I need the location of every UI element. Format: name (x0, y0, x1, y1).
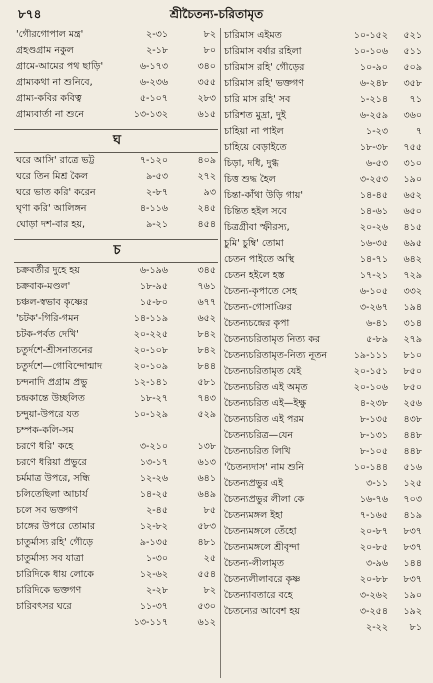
entry-text: চারিদিকে ধায় লোকে (16, 569, 94, 580)
entry-page: ৪৫৪ (197, 219, 216, 230)
page-header (0, 0, 433, 26)
entry-text: চৈতন্যচরিত এই অমৃত (224, 382, 308, 393)
entry-reference: ৫-১০৭ (139, 93, 168, 104)
entry-text: চাহিয়া না পাইল (224, 126, 284, 137)
entry-text: গ্রাম্যবার্তা না শুনে (16, 109, 84, 120)
entry-page: ২৪৫ (197, 203, 216, 214)
entry-text: চৈতন্যচন্দ্রের কৃপা (224, 318, 290, 329)
entry-page: ৮৪২ (197, 345, 216, 356)
entry-reference: ২০-৮৮ (359, 574, 388, 585)
entry-page: ৩১০ (403, 158, 422, 169)
index-entry (14, 311, 220, 327)
index-entry (222, 124, 426, 140)
entry-page: ২৫ (203, 553, 216, 564)
column-divider (220, 28, 221, 678)
entry-page: ২৮৩ (197, 93, 216, 104)
entry-reference: ৪-২৩৮ (359, 398, 388, 409)
entry-reference: ৬-১৭৩ (139, 61, 168, 72)
entry-reference: ১-২৩ (366, 126, 388, 137)
entry-page: ৪১৫ (403, 222, 422, 233)
entry-text: চৈতন্যচরিত এই—ইক্ষু (224, 398, 307, 409)
index-entry (222, 460, 426, 476)
entry-reference: ১৭-২১ (359, 270, 388, 281)
entry-reference: ৩-২১০ (139, 441, 168, 452)
index-entry (222, 156, 426, 172)
entry-text: চৈতন্যচরিতামৃত যেই (224, 366, 302, 377)
entry-page: ৮১ (409, 622, 422, 633)
entry-reference: ১-২১৪ (359, 94, 388, 105)
index-entry (222, 172, 426, 188)
entry-page: ৩৫৫ (197, 77, 216, 88)
entry-text: চারিমাস রহি' গৌড়ের (224, 62, 305, 73)
index-entry (14, 567, 220, 583)
entry-reference: ৮-১৩১ (359, 430, 388, 441)
entry-page: ৬৫২ (197, 313, 216, 324)
entry-page: ৩১৪ (403, 318, 422, 329)
index-entry (222, 556, 426, 572)
index-entry (222, 92, 426, 108)
entry-page: ১৯০ (403, 174, 422, 185)
entry-page: ৮৫০ (403, 382, 422, 393)
right-column (222, 27, 426, 636)
entry-reference: ১৬-৩৫ (359, 238, 388, 249)
entry-page: ১৯৪ (403, 302, 422, 313)
entry-reference: ১০-১৪৪ (353, 462, 388, 473)
entry-reference: ২০-১৫১ (353, 366, 388, 377)
index-entry (14, 439, 220, 455)
entry-text: ঘরে ভাত করি' করেন (16, 187, 96, 198)
entry-page: ৩৫৮ (403, 78, 422, 89)
entry-text: চৈতন্যচরিতামৃত নিত্য কর (224, 334, 321, 345)
left-column (14, 27, 220, 631)
entry-page: ৬১৫ (197, 109, 216, 120)
index-entry (222, 348, 426, 364)
entry-page: ৬১২ (197, 617, 216, 628)
index-entry (222, 588, 426, 604)
entry-text: চরণে ধরিয়া প্রভুরে (16, 457, 87, 468)
entry-reference: ৬-২৩৬ (139, 77, 168, 88)
index-entry (14, 359, 220, 375)
entry-text: চেতন পাইতে অস্থি (224, 254, 295, 265)
entry-page: ৩৬০ (403, 110, 422, 121)
index-entry (222, 508, 426, 524)
index-entry (14, 391, 220, 407)
entry-reference: ১২-১৪১ (133, 377, 168, 388)
index-entry (14, 551, 220, 567)
entry-text: 'চৈতন্যদাস' নাম শুনি (224, 462, 305, 473)
entry-reference: ৩-২৬৭ (359, 302, 388, 313)
entry-reference: ২০-১০৯ (133, 361, 168, 372)
entry-text: চারিমাস বর্ষার রহিলা (224, 46, 302, 57)
index-entry (14, 407, 220, 423)
entry-text: চৈতন্যপ্রভুর লীলা কে (224, 494, 305, 505)
entry-reference: ১২-২৬ (139, 473, 168, 484)
index-entry (222, 380, 426, 396)
index-entry (222, 604, 426, 620)
index-entry (222, 60, 426, 76)
entry-reference: ১০-১৫২ (353, 30, 388, 41)
entry-text: গ্রাম্যকথা না শুনিবে, (16, 77, 93, 88)
entry-text: চৈতন্য-লীলামৃত (224, 558, 284, 569)
entry-page: ৮১০ (403, 350, 422, 361)
entry-page: ১৩৮ (197, 441, 216, 452)
entry-text: চৈতন্যমঙ্গলে শ্রীবৃন্দা (224, 542, 300, 553)
entry-text: চক্রবর্তীর দুহে হয় (16, 265, 80, 276)
index-entry (222, 492, 426, 508)
index-entry (14, 583, 220, 599)
entry-text: ঘৃণা করি' আলিঙ্গন (16, 203, 87, 214)
index-entry (222, 28, 426, 44)
index-entry (222, 476, 426, 492)
entry-page: ৮৩৭ (403, 574, 422, 585)
index-entry (14, 59, 220, 75)
entry-reference: ৬-৪১ (366, 318, 388, 329)
entry-text: চৈতন্য-কৃপাতে সেহ (224, 286, 297, 297)
entry-text: গ্রাম্য-কবির কবিত্ব (16, 93, 82, 104)
index-entry (222, 444, 426, 460)
entry-page: ৪৮১ (197, 537, 216, 548)
entry-page: ৫৫৪ (197, 569, 216, 580)
index-entry (14, 217, 220, 233)
entry-reference: ৩-২৬২ (359, 590, 388, 601)
entry-reference: ৮-১৩৫ (359, 414, 388, 425)
entry-page: ৪৪৮ (403, 430, 422, 441)
entry-reference: ১০-১০৬ (353, 46, 388, 57)
entry-page: ৪০৯ (197, 155, 216, 166)
entry-text: চৈতন্যের আবেশ হয় (224, 606, 300, 617)
entry-reference: ৩-৯৬ (366, 558, 388, 569)
entry-text: চাতুর্মাস্য রহি' গৌড়ে (16, 537, 94, 548)
entry-page: ৮৪৪ (197, 361, 216, 372)
entry-text: চঞ্চল-স্বভাব কৃষ্ণের (16, 297, 88, 308)
entry-text: চম্পক-কলি-সম (16, 425, 74, 436)
entry-text: চতুর্দশে—গোবিন্দোন্মাদ (16, 361, 103, 372)
entry-reference: ৯-৫৩ (146, 171, 168, 182)
index-entry (222, 44, 426, 60)
entry-page: ৬৪২ (403, 254, 422, 265)
entry-text: চটক-পর্বত দেখি' (16, 329, 79, 340)
entry-page: ৩৩২ (403, 286, 422, 297)
index-entry (222, 524, 426, 540)
index-block-ca (14, 263, 220, 631)
entry-reference: ৯-১৩৫ (139, 537, 168, 548)
entry-text: 'চটক'-গিরি-গমন (16, 313, 80, 324)
entry-page: ৮৩৭ (403, 526, 422, 537)
entry-reference: ২-৮৭ (146, 187, 168, 198)
index-block-gha (14, 153, 220, 233)
index-entry (14, 327, 220, 343)
entry-page: ৮০ (203, 45, 216, 56)
entry-reference: ১৮-৩৮ (359, 142, 388, 153)
entry-text: চারিমাস রহি' ভক্তগণ (224, 78, 304, 89)
entry-text: চাঙ্গের উপরে তোমার (16, 521, 96, 532)
index-entry (14, 201, 220, 217)
entry-text: চারি মাস রহি' সব (224, 94, 291, 105)
entry-reference: ১৩-১৩২ (133, 109, 168, 120)
entry-text: চুমি' চুম্বি' তোমা (224, 238, 284, 249)
entry-reference: ৬-১০৫ (359, 286, 388, 297)
entry-page: ২৭২ (197, 171, 216, 182)
index-entry (14, 279, 220, 295)
index-entry (14, 75, 220, 91)
entry-page: ৪৩৮ (403, 414, 422, 425)
entry-text: ঘরে আসি' রাত্রে ভট্ট (16, 155, 95, 166)
entry-reference: ১৪-২৫ (139, 489, 168, 500)
entry-text: চারিমাস এইমত (224, 30, 282, 41)
entry-page: ৭২৯ (403, 270, 422, 281)
entry-page: ৬৫২ (403, 190, 422, 201)
index-entry (14, 107, 220, 123)
entry-page: ৮৫০ (403, 366, 422, 377)
entry-reference: ১২-৬২ (139, 569, 168, 580)
entry-reference: ৯-২১ (146, 219, 168, 230)
entry-page: ৮৪২ (197, 329, 216, 340)
entry-text: চিড়া, দধি, দুগ্ধ (224, 158, 279, 169)
entry-reference: ২০-৮৭ (359, 526, 388, 537)
index-entry (222, 252, 426, 268)
entry-reference: ১২-৮২ (139, 521, 168, 532)
entry-page: ৬৫০ (403, 206, 422, 217)
entry-reference: ২০-২২৫ (133, 329, 168, 340)
entry-text: চাহিয়ে বেড়াইতে (224, 142, 287, 153)
entry-text: চৈতন্য-গোসাঞির (224, 302, 292, 313)
entry-page: ৫৩০ (197, 601, 216, 612)
entry-page: ৬১৩ (197, 457, 216, 468)
entry-page: ২৭৯ (403, 334, 422, 345)
entry-text: চলিতেছিলা আচার্য (16, 489, 88, 500)
entry-text: চৈতন্যচরিতামৃত-নিত্য নূতন (224, 350, 328, 361)
entry-text: চন্দ্রকান্তে উচ্ছলিত (16, 393, 85, 404)
entry-page: ৫২৯ (197, 409, 216, 420)
section-heading-gha: ঘ (112, 133, 122, 148)
entry-text: চরণে ধরি' কহে (16, 441, 74, 452)
entry-text: চৈতন্যাবতারে বহে (224, 590, 293, 601)
entry-page: ৫১১ (403, 46, 422, 57)
index-entry (222, 300, 426, 316)
index-entry (222, 284, 426, 300)
entry-reference: ২০-১০৮ (133, 345, 168, 356)
entry-reference: ৬-৫৩ (366, 158, 388, 169)
entry-text: চারিদিকে ভক্তগণ (16, 585, 82, 596)
entry-reference: ১৬-৭৬ (359, 494, 388, 505)
entry-reference: ১০-১২৯ (133, 409, 168, 420)
entry-text: চাতুর্মাস্য সব যাত্রা (16, 553, 84, 564)
entry-reference: ২০-১০৬ (353, 382, 388, 393)
entry-page: ৮৫ (203, 505, 216, 516)
entry-text: চিত্ত শুদ্ধ হৈল (224, 174, 276, 185)
entry-page: ৫২১ (403, 30, 422, 41)
entry-page: ১৯০ (403, 590, 422, 601)
entry-page: ২৫৬ (403, 398, 422, 409)
index-entry (14, 27, 220, 43)
section-heading-ca: চ (113, 243, 121, 258)
entry-page: ৬৪১ (197, 473, 216, 484)
entry-reference: ২-৩১ (146, 29, 168, 40)
index-entry (14, 455, 220, 471)
index-entry (14, 153, 220, 169)
index-entry (14, 91, 220, 107)
entry-reference: ৩-২৫৪ (359, 606, 388, 617)
entry-page: ৭৫৫ (403, 142, 422, 153)
entry-page: ৫৮৩ (197, 521, 216, 532)
entry-page: ৪৪৮ (403, 446, 422, 457)
entry-reference: ১১-৩৭ (139, 601, 168, 612)
entry-reference: ৮-১০৫ (359, 446, 388, 457)
entry-reference: ১৪-১১৯ (133, 313, 168, 324)
index-entry (14, 615, 220, 631)
index-entry (14, 519, 220, 535)
entry-reference: ৪-১১৬ (139, 203, 168, 214)
entry-page: ৯৩ (203, 187, 216, 198)
entry-text: 'গৌরগোপাল মন্ত্র' (16, 29, 84, 40)
entry-reference: ২০-৮৫ (359, 542, 388, 553)
entry-text: চন্দুয়া-উপরে যত (16, 409, 80, 420)
entry-reference: ১৯-১১১ (353, 350, 388, 361)
entry-text: চৈতন্যচরিত লিখি (224, 446, 291, 457)
entry-page: ৫০৯ (403, 62, 422, 73)
entry-text: চারিশত মুদ্রা, দুই (224, 110, 286, 121)
index-entry (14, 43, 220, 59)
index-entry (222, 316, 426, 332)
entry-page: ৭ (415, 126, 422, 137)
entry-reference: ৩-২৫৩ (359, 174, 388, 185)
entry-text: চেতন হইলে হস্ত (224, 270, 285, 281)
entry-page: ৭৬১ (197, 281, 216, 292)
entry-reference: ১৮-২৭ (139, 393, 168, 404)
entry-text: চিত্রগ্রীবা স্ফীরস্য, (224, 222, 290, 233)
index-entry (222, 428, 426, 444)
index-entry (14, 535, 220, 551)
entry-page: ৮২ (203, 29, 216, 40)
entry-page: ১৪৪ (403, 558, 422, 569)
entry-page: ৩৪০ (197, 61, 216, 72)
index-entry (14, 471, 220, 487)
index-entry (222, 220, 426, 236)
entry-text: চৈতন্যমঙ্গল ইহা (224, 510, 283, 521)
index-entry (222, 364, 426, 380)
entry-text: চলে সব ভক্তগণ (16, 505, 78, 516)
index-entry (222, 268, 426, 284)
entry-text: চৈতন্যচরিত্র—যেন (224, 430, 294, 441)
index-entry (222, 620, 426, 636)
index-entry (222, 396, 426, 412)
entry-page: ৫১৬ (403, 462, 422, 473)
entry-text: গ্রামে-আমের পথ ছাড়ি' (16, 61, 104, 72)
entry-reference: ৬-১৯৬ (139, 265, 168, 276)
entry-page: ৬৭৭ (197, 297, 216, 308)
entry-reference: ১০-৯০ (359, 62, 388, 73)
entry-page: ৩৪৫ (197, 265, 216, 276)
entry-reference: ৭-১৬৫ (359, 510, 388, 521)
index-entry (222, 204, 426, 220)
index-entry (222, 140, 426, 156)
entry-reference: ১৪-৬১ (359, 206, 388, 217)
page-number: ৮৭৪ (18, 7, 42, 21)
index-entry (14, 263, 220, 279)
index-entry (14, 375, 220, 391)
entry-reference: ৭-১২০ (139, 155, 168, 166)
index-entry (14, 423, 220, 439)
index-entry (222, 188, 426, 204)
entry-page: ৭০৩ (403, 494, 422, 505)
index-entry (222, 572, 426, 588)
entry-text: গ্রহণ্ডগ্রাম নকুল (16, 45, 74, 56)
index-entry (222, 540, 426, 556)
entry-text: চর্মমাত্র উপরে, সন্ধি (16, 473, 90, 484)
entry-text: চৈতন্যমঙ্গলে তেঁহো (224, 526, 297, 537)
entry-text: ঘোড়া দশ-বার হয়, (16, 219, 85, 230)
index-block-right (222, 28, 426, 636)
index-entry (222, 332, 426, 348)
entry-text: চন্দনাদি প্রগ্রাম প্রভু (16, 377, 88, 388)
entry-reference: ১৪-৭১ (359, 254, 388, 265)
entry-page: ৭৪৩ (197, 393, 216, 404)
entry-reference: ১-৩০ (146, 553, 168, 564)
entry-page: ৫৮১ (197, 377, 216, 388)
entry-reference: ১৮-৯৫ (139, 281, 168, 292)
entry-reference: ৬-২৫৯ (359, 110, 388, 121)
entry-page: ৬৯৫ (403, 238, 422, 249)
entry-text: ঘরে তিন মিশ্র কৈল (16, 171, 88, 182)
index-entry (222, 76, 426, 92)
entry-page: ৮৩৭ (403, 542, 422, 553)
entry-reference: ২-২৮ (146, 585, 168, 596)
entry-page: ৭১ (409, 94, 422, 105)
page-title: শ্রীচৈতন্য-চরিতামৃত (169, 7, 264, 21)
entry-reference: ১৪-৪৫ (359, 190, 388, 201)
entry-reference: ১৩-১৭ (139, 457, 168, 468)
entry-reference: ৩-১১ (366, 478, 388, 489)
index-block-top (14, 27, 220, 123)
entry-text: চক্রবাক-মণ্ডল' (16, 281, 71, 292)
entry-text: চৈতন্যলীলাবরে কৃষ্ণ (224, 574, 301, 585)
entry-text: চতুর্দশে-শ্রীসনাতনের (16, 345, 93, 356)
entry-reference: ২০-২৬ (359, 222, 388, 233)
index-entry (14, 503, 220, 519)
index-entry (222, 412, 426, 428)
entry-text: চৈতন্যপ্রভুর এই (224, 478, 284, 489)
index-entry (222, 108, 426, 124)
index-entry (222, 236, 426, 252)
entry-reference: ১৫-৮০ (139, 297, 168, 308)
entry-reference: ২-২২ (366, 622, 388, 633)
entry-text: চিন্তা-কাঁথা উড়ি গায়' (224, 190, 304, 201)
entry-text: চৈতন্যচরিত এই পরম (224, 414, 304, 425)
entry-reference: ৬-২৪৮ (359, 78, 388, 89)
entry-reference: ১৩-১১৭ (133, 617, 168, 628)
index-entry (14, 487, 220, 503)
entry-text: চারিবৎসর ঘরে (16, 601, 72, 612)
index-entry (14, 185, 220, 201)
entry-reference: ২-১৮ (146, 45, 168, 56)
index-entry (14, 599, 220, 615)
entry-page: ৬৪৯ (197, 489, 216, 500)
index-entry (14, 169, 220, 185)
entry-page: ৮২ (203, 585, 216, 596)
entry-page: ৪১৯ (403, 510, 422, 521)
entry-reference: ২-৪৫ (146, 505, 168, 516)
entry-reference: ৫-৮৯ (366, 334, 388, 345)
entry-page: ১৯২ (403, 606, 422, 617)
index-entry (14, 295, 220, 311)
entry-page: ১২৫ (403, 478, 422, 489)
entry-text: চিন্তিত হইল সবে (224, 206, 287, 217)
index-entry (14, 343, 220, 359)
